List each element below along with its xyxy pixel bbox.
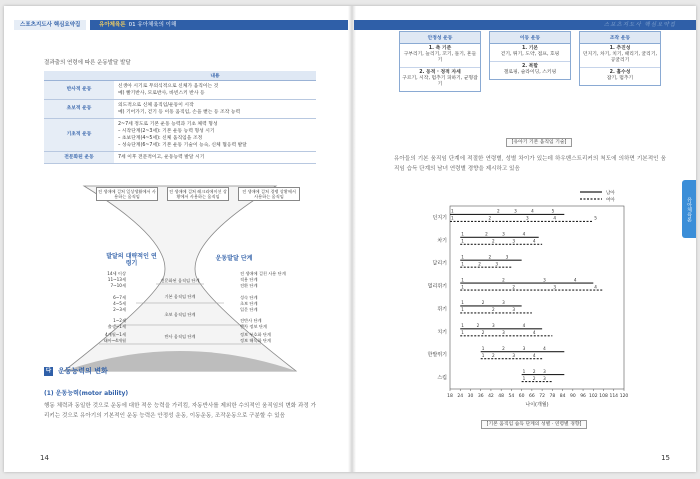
stage-label: 4 (532, 330, 536, 336)
x-tick-label: 114 (609, 394, 619, 399)
chart-caption (444, 420, 624, 427)
x-tick-label: 78 (549, 394, 556, 399)
x-tick-label: 36 (477, 394, 484, 399)
x-tick-label: 60 (518, 394, 525, 399)
running-title: 스포츠지도사 핵심요약집 (603, 22, 676, 28)
x-tick-label: 24 (457, 394, 464, 399)
age-label: 4~5세 (113, 301, 126, 306)
movement-box-title: 이동 운동 (490, 32, 570, 44)
stage-label: 1 (461, 300, 464, 306)
x-tick-label: 42 (488, 394, 494, 399)
movement-block (580, 44, 660, 67)
movement-block (490, 44, 570, 61)
x-tick-label: 48 (498, 394, 505, 399)
stage-note: 성숙 단계 (240, 295, 258, 300)
age-label: 6~7세 (113, 295, 126, 300)
movement-block-title: 2. 복합 (521, 64, 539, 69)
stage-label: 2 (478, 261, 481, 267)
body-paragraph: 행동 체력과 동일한 것으로 운동에 대한 적응 능력을 가리킴, 자동반사를 제외한 수의적인 움직임의 변화 과정 가리키는 것으로 유아기의 기본적인 운동 능력은 안정성 운동, 이동운동, 조작운동으로 구분할 수 있음 (44, 403, 316, 419)
legend-label: 남아 (606, 191, 615, 196)
age-label: 11~13세 (107, 277, 126, 282)
stage-label: 2 (491, 352, 495, 358)
movement-block (400, 44, 480, 67)
age-label: 태아~4개월 (103, 338, 126, 343)
movement-block-desc: 갤로핑, 슬라이딩, 스키핑 (503, 70, 557, 75)
stage-label: 2 (485, 231, 488, 237)
movement-block (580, 67, 660, 85)
stage-note: 적용 단계 (240, 277, 258, 282)
phase-label: 초보 움직임 단계 (164, 312, 196, 317)
legend-label: 여아 (606, 198, 615, 203)
x-tick-label: 90 (569, 394, 576, 399)
stage-label: 1 (461, 323, 464, 329)
category-label: 던지기 (432, 214, 447, 221)
movement-block-title: 2. 흡수성 (609, 70, 631, 75)
top-box: 전 생애에 걸쳐 일상생활에서 사용하는 움직임 (96, 187, 158, 201)
stage-label: 4 (532, 352, 536, 358)
section-badge: 다 (45, 367, 52, 374)
stage-cell: 초보적 운동 (44, 99, 114, 118)
content-line: – 성숙단계(6~7세): 기본 운동 기술이 능숙, 신체 협응력 발달 (118, 142, 247, 148)
stage-label: 1 (451, 215, 454, 221)
page-number-left: 14 (40, 454, 49, 462)
age-label: 4개월~1세 (105, 332, 126, 337)
movement-box (489, 31, 571, 80)
side-tab[interactable]: 유아체육론 (682, 180, 696, 238)
stage-label: 2 (491, 307, 495, 313)
stage-label: 3 (543, 375, 546, 381)
plot-frame (450, 206, 624, 389)
x-axis-label: 나이(개월) (525, 402, 549, 408)
stage-label: 2 (481, 300, 485, 306)
content-cell (114, 80, 316, 99)
stage-label: 3 (505, 254, 509, 260)
stage-label: 3 (526, 215, 529, 221)
x-tick-label: 120 (619, 394, 629, 399)
section-title: 운동능력의 변화 (58, 367, 108, 375)
stage-label: 2 (512, 284, 516, 290)
x-tick-label: 66 (529, 394, 535, 399)
stage-label: 5 (594, 215, 597, 221)
stage-label: 3 (502, 330, 505, 336)
right-body-paragraph: 유아들의 기본 움직임 단계에 적절한 연령별, 성별 차이가 있는데 하우벤스트리커의 척도에 의하면 기본적인 움직임 습득 단계의 남녀 연령별 경향을 제시하고 있음 (394, 156, 666, 172)
content-cell (114, 118, 316, 151)
stage-label: 1 (461, 231, 464, 237)
category-label: 치기 (437, 329, 447, 336)
stage-note: 초보 단계 (240, 301, 258, 306)
x-tick-label: 84 (559, 394, 566, 399)
stage-label: 1 (522, 368, 526, 374)
phase-label: 반사 움직임 단계 (164, 334, 196, 339)
stage-label: 1 (461, 307, 464, 313)
movement-caption (449, 138, 629, 145)
stage-label: 4 (522, 231, 526, 237)
stage-label: 2 (497, 208, 500, 214)
phase-label: 전문화된 움직임 단계 (160, 278, 200, 283)
stage-label: 4 (531, 208, 534, 214)
table-row (44, 118, 316, 151)
x-tick-label: 18 (447, 394, 453, 399)
stage-label: 1 (461, 238, 464, 244)
table-row (44, 151, 316, 163)
book-title: 스포츠지도사 핵심요약집 (14, 20, 86, 30)
x-tick-label: 30 (467, 394, 474, 399)
table-row (44, 80, 316, 99)
stage-label: 4 (543, 345, 546, 351)
age-label: 2~3세 (113, 307, 126, 312)
acquisition-chart (412, 184, 632, 414)
table-header-stage (44, 71, 114, 80)
chapter-title (94, 20, 181, 30)
movement-box-title: 안정성 운동 (400, 32, 480, 44)
table-caption: 결과출의 연령에 따른 운동발달 발달 (44, 60, 131, 66)
category-label: 스킵 (437, 375, 447, 382)
x-tick-label: 96 (580, 394, 586, 399)
stage-label: 2 (502, 345, 505, 351)
category-label: 한발뛰기 (427, 352, 447, 359)
top-box: 전 생애에 걸쳐 경쟁 상황에서 사용하는 움직임 (238, 187, 300, 201)
stage-label: 1 (461, 254, 464, 260)
stage-label: 5 (551, 208, 555, 214)
movement-box-title: 조작 운동 (580, 32, 660, 44)
content-line: 예) 기어가기, 걷기 등 이동 움직임, 손을 뻗는 등 조작 능력 (118, 109, 241, 115)
content-line: 7세 이후 전문적이고, 운동능력 발달 시기 (118, 154, 205, 160)
content-line: – 시작단계(2~3세): 기본 운동 능력 형성 시기 (118, 128, 215, 134)
stage-label: 3 (512, 352, 516, 358)
stage-label: 3 (491, 323, 495, 329)
left-page (4, 6, 350, 472)
stage-label: 2 (476, 323, 480, 329)
stage-label: 4 (532, 238, 536, 244)
x-tick-label: 54 (508, 394, 515, 399)
category-label: 멀리뛰기 (427, 283, 447, 290)
age-label: 7~10세 (110, 283, 126, 288)
movement-block-title: 1. 축 기준 (428, 46, 452, 51)
page-number-right: 15 (661, 454, 670, 462)
stage-note: 전환 단계 (240, 283, 258, 288)
stage-table (44, 71, 316, 164)
stage-label: 4 (553, 215, 557, 221)
stage-note: 반사 정보 단계 (240, 324, 267, 329)
stage-note: 전 생애에 걸친 사용 단계 (240, 271, 286, 276)
left-age-label: 발달의 대략적인 연령기 (106, 253, 157, 267)
stage-label: 2 (488, 215, 492, 221)
stage-label: 2 (532, 375, 536, 381)
category-label: 달리기 (432, 260, 447, 267)
stage-note: 전반사 단계 (240, 318, 262, 323)
stage-label: 1 (461, 277, 464, 283)
movement-caption-text: [유아기 기본 움직임 기술] (506, 138, 573, 147)
stage-label: 1 (522, 375, 526, 381)
right-stage-label: 운동발달 단계 (215, 255, 253, 262)
stage-label: 4 (522, 323, 526, 329)
movement-block-desc: 던지기, 차기, 치기, 때리기, 굴리기, 공굴리기 (583, 52, 657, 63)
movement-block-title: 1. 기본 (521, 46, 539, 51)
stage-cell: 기초적 운동 (44, 118, 114, 151)
stage-label: 4 (594, 284, 597, 290)
stage-label: 1 (481, 345, 485, 351)
stage-note: 입문 단계 (240, 307, 258, 312)
stage-label: 1 (461, 330, 464, 336)
movement-block-desc: 잡기, 멈추기 (606, 76, 634, 81)
stage-label: 2 (532, 368, 536, 374)
stage-label: 3 (514, 208, 517, 214)
stage-label: 3 (553, 284, 557, 290)
stage-label: 2 (491, 238, 495, 244)
movement-block-desc: 걷기, 뛰기, 도약, 점프, 호핑 (500, 52, 560, 57)
stage-label: 3 (495, 261, 499, 267)
stage-cell: 반사적 운동 (44, 80, 114, 99)
stage-label: 3 (502, 300, 505, 306)
age-label: 출생~1세 (107, 324, 126, 329)
stage-label: 3 (512, 238, 516, 244)
subheading: (1) 운동능력(motor ability) (44, 390, 129, 397)
stage-label: 1 (481, 352, 485, 358)
content-line: 2~7세 정도로 기본 운동 능력과 기초 체력 형성 (118, 121, 218, 127)
content-line: 예) 빨기반사, 모로반사, 바빈스키 반사 등 (118, 90, 205, 96)
movement-block (490, 61, 570, 79)
content-line: 의도적으로 신체 움직임/운동이 시작 (118, 102, 194, 108)
stage-label: 1 (461, 284, 464, 290)
content-cell (114, 151, 316, 163)
stage-label: 3 (543, 277, 546, 283)
chapter-title-text: 01 유아체육의 이해 (128, 22, 177, 28)
movement-block-desc: 구르기, 시작, 멈추기 피하기, 균형잡기 (402, 76, 478, 87)
content-line: – 초보단계(4~5세): 신체 움직임을 조정 (118, 135, 203, 141)
category-label: 차기 (437, 237, 447, 244)
stage-label: 3 (512, 307, 516, 313)
stage-label: 1 (461, 261, 464, 267)
stage-label: 2 (502, 277, 505, 283)
movement-block-desc: 구부리기, 늘리기, 꼬기, 돌기, 흔들기 (403, 52, 477, 63)
stage-note: 정보 부호화 단계 (240, 332, 271, 337)
movement-block-title: 2. 동적 · 정적 자세 (419, 70, 461, 75)
movement-box (399, 31, 481, 92)
x-tick-label: 102 (588, 394, 598, 399)
right-page (354, 6, 696, 472)
stage-label: 4 (573, 277, 577, 283)
table-header-content: 내용 (114, 71, 316, 80)
stage-label: 2 (488, 254, 492, 260)
phase-label: 기본 움직임 단계 (164, 294, 196, 299)
stage-label: 3 (522, 345, 526, 351)
movement-block-title: 1. 추진성 (609, 46, 631, 51)
table-row (44, 99, 316, 118)
content-cell (114, 99, 316, 118)
stage-note: 정보 해독화 단계 (240, 338, 271, 343)
x-tick-label: 72 (539, 394, 545, 399)
x-tick-label: 108 (599, 394, 608, 399)
movement-box (579, 31, 661, 86)
section-heading (44, 366, 108, 376)
movement-block (400, 67, 480, 91)
age-label: 1~2세 (113, 318, 126, 323)
category-label: 뛰기 (437, 306, 447, 313)
stage-label: 2 (481, 330, 485, 336)
chart-caption-text: [기본 움직임 습득 단계의 성별 · 연령별 경향] (481, 420, 588, 429)
top-box: 전 생애에 걸쳐 레크리에이션 상황에서 사용하는 움직임 (167, 187, 229, 201)
age-label: 14세 이상 (107, 271, 126, 276)
stage-label: 3 (543, 368, 546, 374)
stage-label: 1 (451, 208, 454, 214)
stage-label: 3 (502, 231, 505, 237)
book-spread (4, 6, 696, 472)
stage-cell: 전문화된 운동 (44, 151, 114, 163)
content-line: 신생아 시기로 무의식적으로 신체가 움직이는 것 (118, 83, 219, 89)
chapter-tag: 유아체육론 (99, 22, 126, 28)
